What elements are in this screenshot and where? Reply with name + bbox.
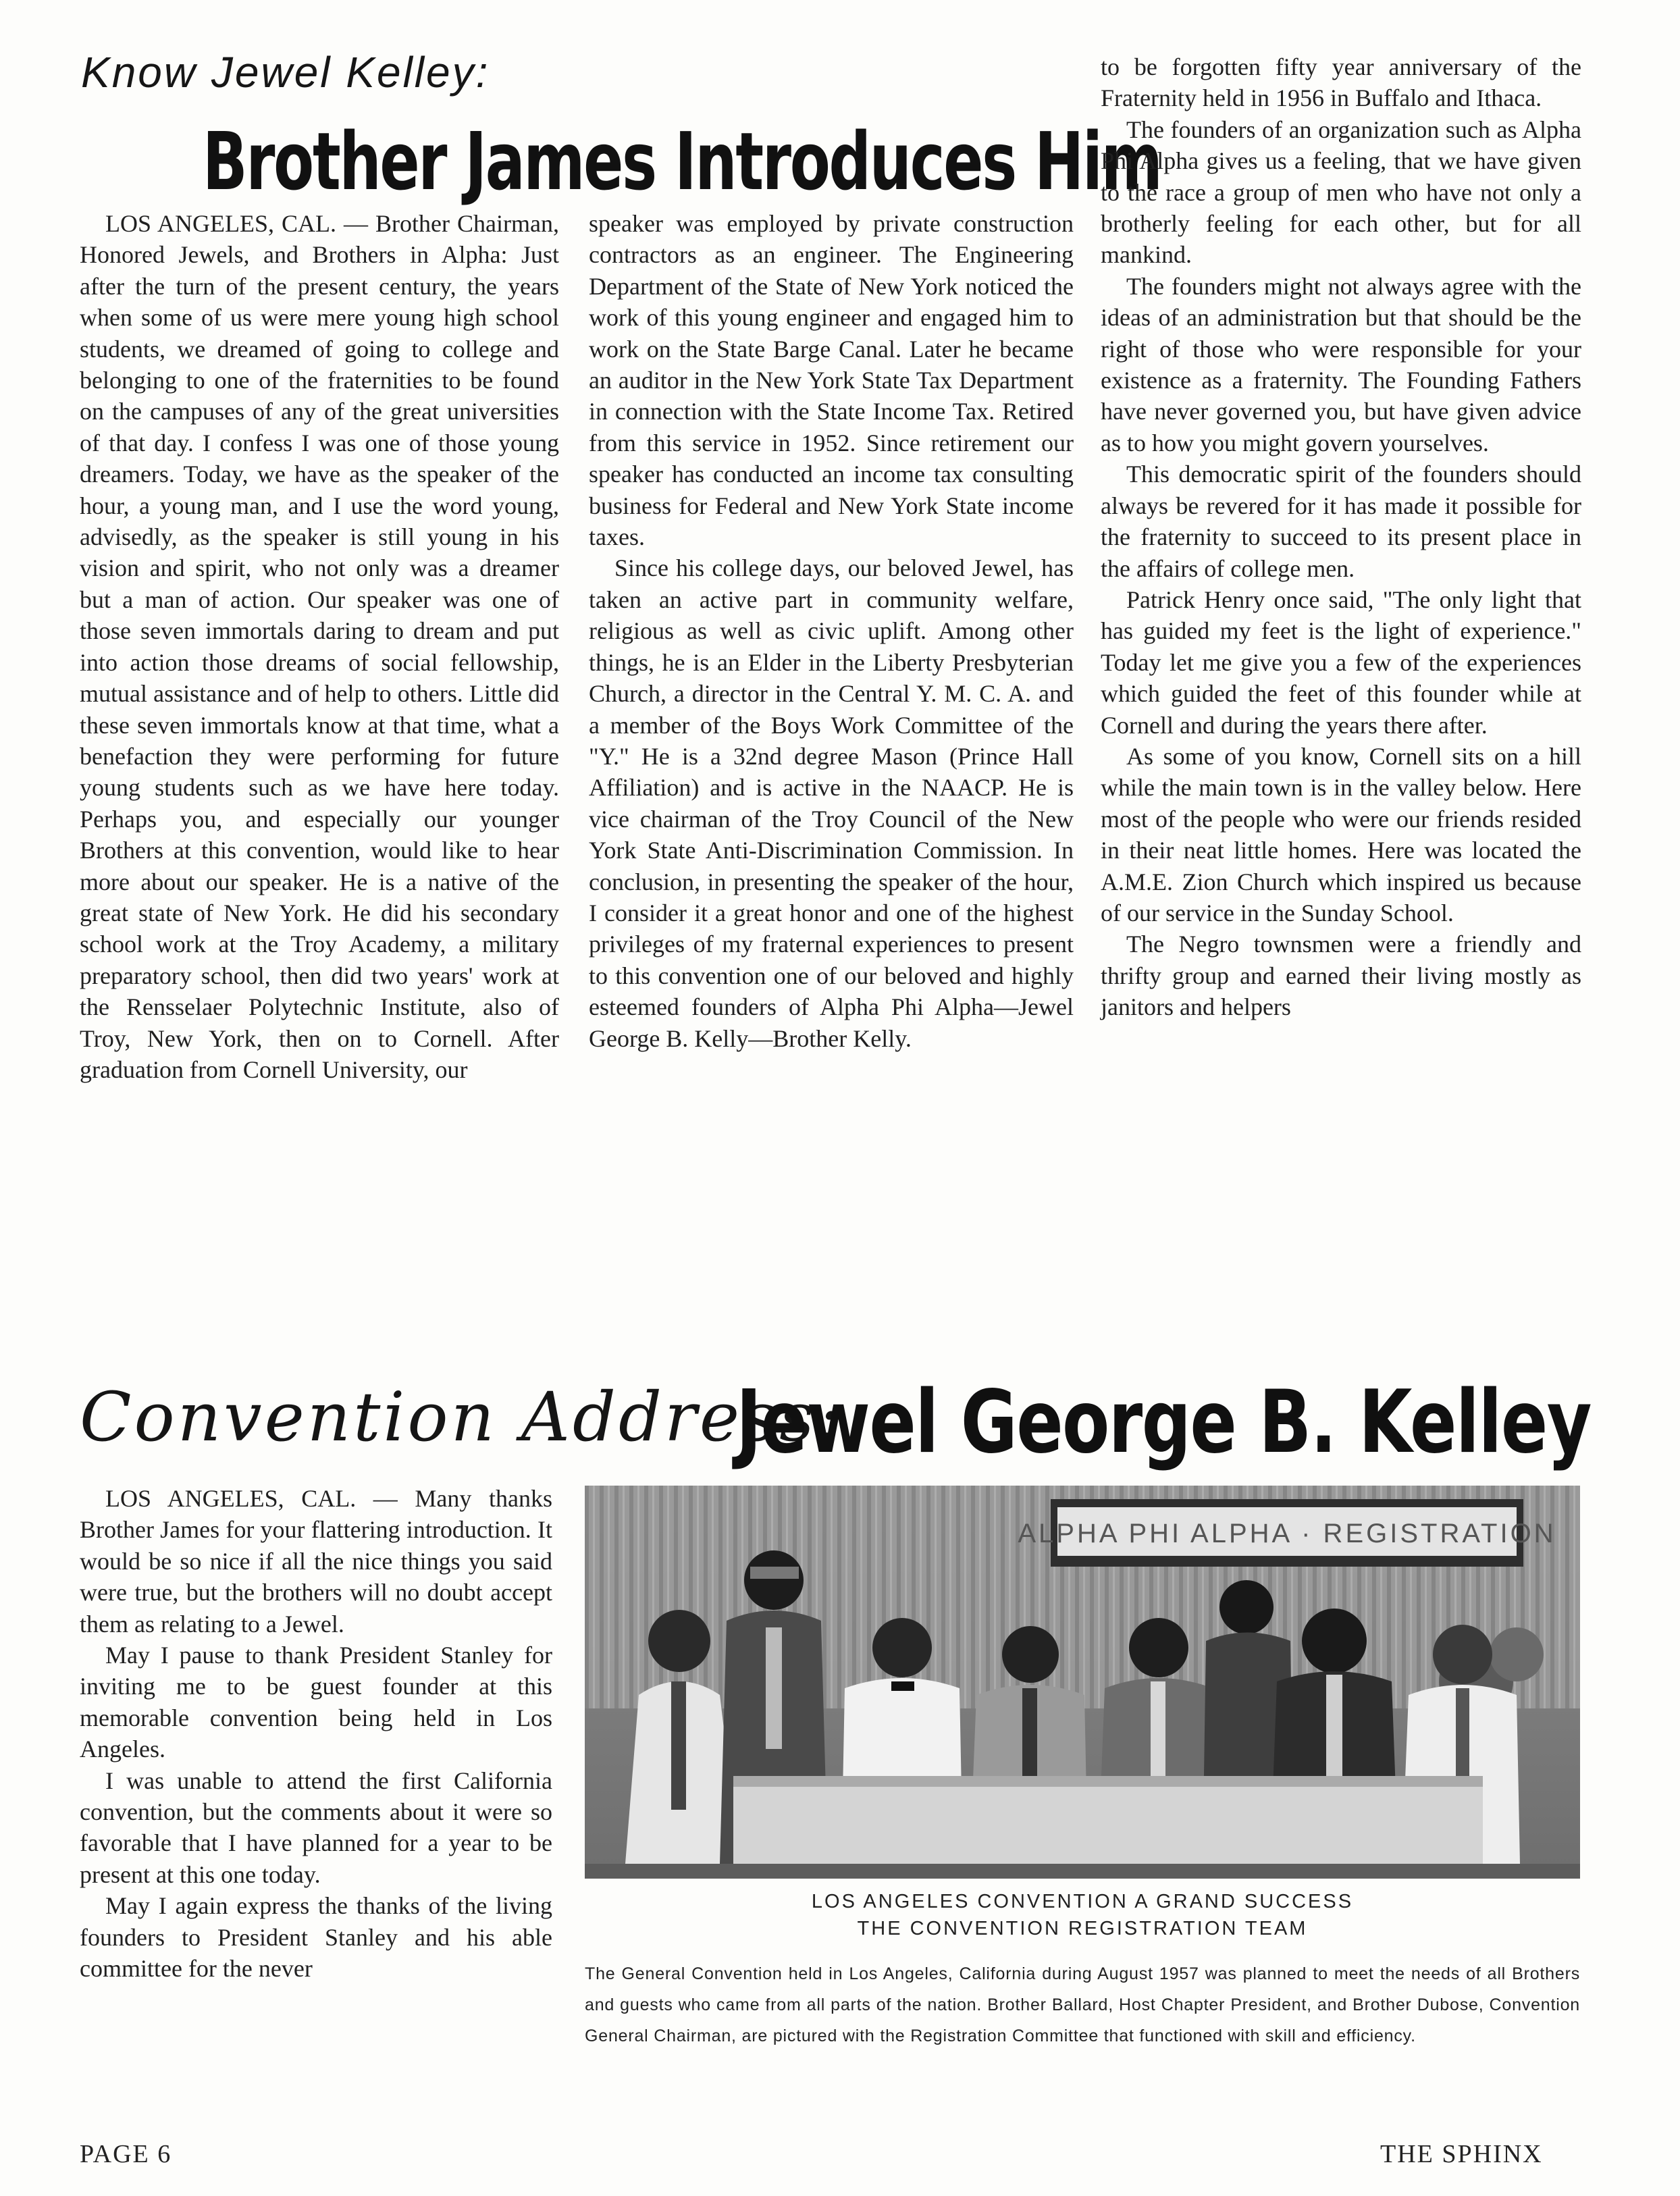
paragraph: The founders of an organization such as Alpha Phi Alpha gives us a feeling, that we have given to the race a group of men who have not only a brotherly feeling for each other, but for all mankind. <box>1101 115 1581 269</box>
paragraph: to be forgotten fifty year anniversary of the Fraternity held in 1956 in Buffalo and Ithaca. <box>1101 53 1581 112</box>
paragraph: Since his college days, our beloved Jewel, has taken an active part in community welfare, religious as well as civic uplift. Among other things, he is an Elder in the Liberty Presbyterian Church, a director in the Central Y. M. C. A. and a member of the Boys Work Committee of the "Y." He is a 32nd degree Mason (Prince Hall Affiliation) and is active in the NAACP. He is vice chairman of the Troy Council of the New York State Anti-Discrimination Commission. In conclusion, in presenting the speaker of the hour, I consider it a great honor and one of the highest privileges of my fraternal experiences to present to this convention one of our beloved and highly esteemed founders of Alpha Phi Alpha—Jewel George B. Kelly—Brother Kelly. <box>589 554 1074 1052</box>
page-number: PAGE 6 <box>80 2140 172 2168</box>
registration-banner: ALPHA PHI ALPHA · REGISTRATION <box>1018 1519 1556 1548</box>
caption-line-1: LOS ANGELES CONVENTION A GRAND SUCCESS <box>811 1891 1354 1912</box>
paragraph: I was unable to attend the first California convention, but the comments about it were so favorable that I have planned for a year to be present at this one today. <box>80 1767 552 1888</box>
paragraph: LOS ANGELES, CAL. — Brother Chairman, Honored Jewels, and Brothers in Alpha: Just after the turn of the present century, the years when some of us were mere young high school students, we dreamed of going to college and belonging to one of the fraternities to be found on the campuses of any of the great universities of that day. I confess I was one of those young dreamers. Today, we have as the speaker of the hour, a young man, and I use the word young, advisedly, as the speaker is still young in his vision and spirit, who not only was a dreamer but a man of action. Our speaker was one of those seven immortals daring to dream and put into action those dreams of social fellowship, mutual assistance and of help to others. Little did these seven immortals know at that time, what a benefaction they were performing for future young students such as we have here today. Perhaps you, and especially our younger Brothers at this convention, would like to hear more about our speaker. He is a native of the great state of New York. He did his secondary school work at the Troy Academy, a military preparatory school, then did two years' work at the Rensselaer Polytechnic Institute, also of Troy, New York, then on to Cornell. After graduation from Cornell University, our <box>80 210 559 1083</box>
article-headline: Brother James Introduces Him <box>203 115 1161 208</box>
article-kicker: Know Jewel Kelley: <box>81 48 490 97</box>
paragraph: The founders might not always agree with the ideas of an administration but that should be the right of those who were responsible for your existence as a fraternity. The Founding Fathers have never governed you, but have given advice as to how you might govern yourselves. <box>1101 272 1581 456</box>
paragraph: Patrick Henry once said, "The only light that has guided my feet is the light of experience." Today let me give you a few of the experiences which guided the feet of this founder while at Cornell and during the years there after. <box>1101 585 1581 739</box>
photo-caption-heading <box>585 1888 1580 1942</box>
registration-team-photo <box>585 1486 1580 1879</box>
article2-column-continued <box>1101 51 1581 1023</box>
section-headline-script: Convention Address: <box>80 1378 843 1457</box>
article2-column-1 <box>80 1483 552 1985</box>
article1-column-1 <box>80 208 559 1085</box>
paragraph: speaker was employed by private construction contractors as an engineer. The Engineering Department of the State of New York noticed the work of this young engineer and engaged him to work on the State Barge Canal. Later he became an auditor in the New York State Tax Department in connection with the State Income Tax. Retired from this service in 1952. Since retirement our speaker has conducted an income tax consulting business for Federal and New York State income taxes. <box>589 210 1074 551</box>
paragraph: LOS ANGELES, CAL. — Many thanks Brother James for your flattering introduction. It would be so nice if all the nice things you said were true, but the brothers will no doubt accept them as relating to a Jewel. <box>80 1485 552 1638</box>
section-headline-bold: Jewel George B. Kelley <box>736 1372 1591 1473</box>
paragraph: May I again express the thanks of the living founders to President Stanley and his able committee for the never <box>80 1892 552 1983</box>
paragraph: As some of you know, Cornell sits on a hill while the main town is in the valley below. Here most of the people who were our friends resided in their neat little homes. Here was located the A.M.E. Zion Church which inspired us because of our service in the Sunday School. <box>1101 742 1581 926</box>
photo-caption-body: The General Convention held in Los Angeles, California during August 1957 was planned to meet the needs of all Brothers and guests who came from all parts of the nation. Brother Ballard, Host Chapter President, and Brother Dubose, Convention General Chairman, are pictured with the Registration Committee that functioned with skill and efficiency. <box>585 1964 1580 2045</box>
paragraph: May I pause to thank President Stanley for inviting me to be guest founder at this memorable convention being held in Los Angeles. <box>80 1642 552 1763</box>
paragraph: This democratic spirit of the founders should always be revered for it has made it possible for the fraternity to succeed to its present place in the affairs of college men. <box>1101 461 1581 582</box>
publication-name: THE SPHINX <box>1380 2140 1543 2168</box>
article1-column-2 <box>589 208 1074 1054</box>
caption-line-2: THE CONVENTION REGISTRATION TEAM <box>857 1918 1308 1939</box>
paragraph: The Negro townsmen were a friendly and thrifty group and earned their living mostly as janitors and helpers <box>1101 931 1581 1021</box>
